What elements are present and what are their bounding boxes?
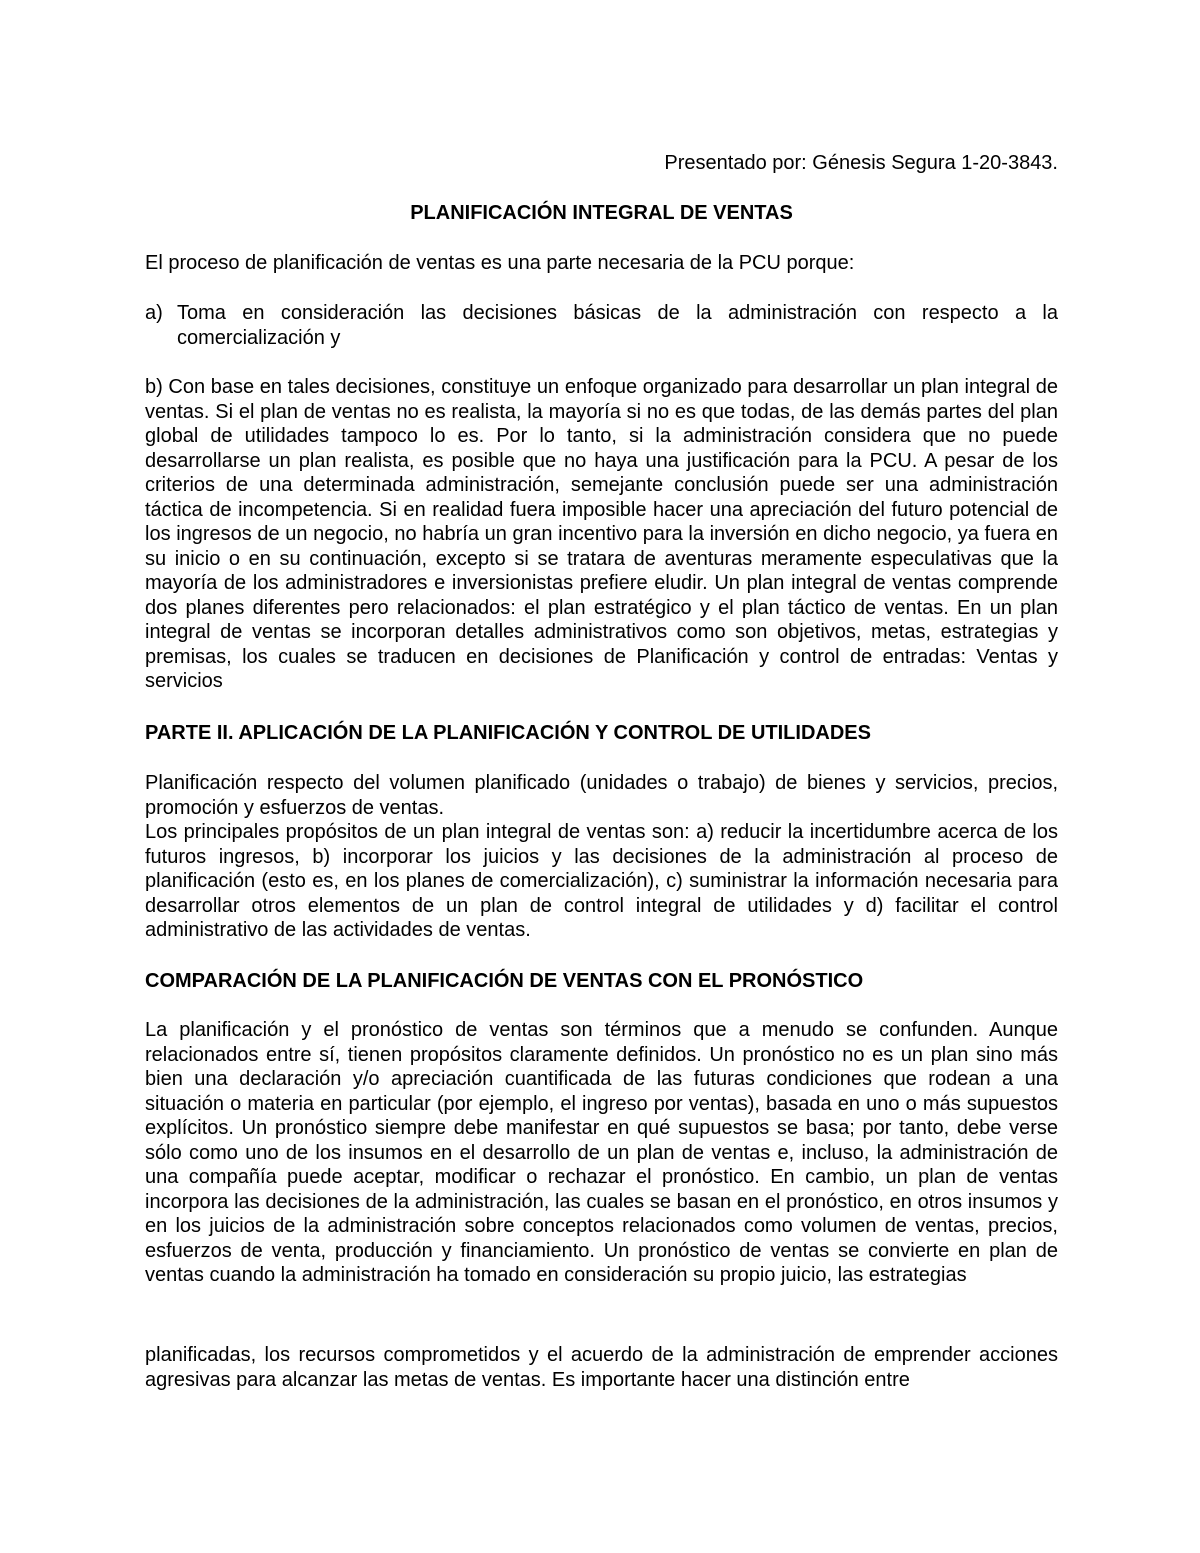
paragraph-final: planificadas, los recursos comprometidos y el acuerdo de la administración de emprender acciones agresivas para alcanzar las metas de ventas. Es importante hacer una distinción entre xyxy=(145,1344,1058,1391)
paragraph-planificacion: Planificación respecto del volumen planificado (unidades o trabajo) de bienes y servicios, precios, promoción y esfuerzos de ventas. xyxy=(145,772,1058,819)
section-heading-comparacion: COMPARACIÓN DE LA PLANIFICACIÓN DE VENTAS CON EL PRONÓSTICO xyxy=(145,970,864,992)
paragraph-propositos: Los principales propósitos de un plan integral de ventas son: a) reducir la incertidumbre acerca de los futuros ingresos, b) incorporar los juicios y las decisiones de la administración al proceso de planificación (esto es, en los planes de comercialización), c) suministrar la información necesaria para desarrollar otros elementos de un plan de control integral de utilidades y d) facilitar el control administrativo de las actividades de ventas. xyxy=(145,821,1058,941)
paragraph-comparacion: La planificación y el pronóstico de ventas son términos que a menudo se confunden. Aunque relacionados entre sí, tienen propósitos claramente definidos. Un pronóstico no es un plan sino más bien una declaración y/o apreciación cuantificada de las futuras condiciones que rodean a una situación o materia en particular (por ejemplo, el ingreso por ventas), basada en uno o más supuestos explícitos. Un pronóstico siempre debe manifestar en qué supuestos se basa; por tanto, debe verse sólo como uno de los insumos en el desarrollo de un plan de ventas e, incluso, la administración de una compañía puede aceptar, modificar o rechazar el pronóstico. En cambio, un plan de ventas incorpora las decisiones de la administración, las cuales se basan en el pronóstico, en otros insumos y en los juicios de la administración sobre conceptos relacionados como volumen de ventas, precios, esfuerzos de venta, producción y financiamiento. Un pronóstico de ventas se convierte en plan de ventas cuando la administración ha tomado en consideración su propio juicio, las estrategias xyxy=(145,1019,1058,1286)
paragraph-b: b) Con base en tales decisiones, constituye un enfoque organizado para desarrollar un plan integral de ventas. Si el plan de ventas no es realista, la mayoría si no es que todas, de las demás partes del plan global de utilidades tampoco lo es. Por lo tanto, si la administración considera que no puede desarrollarse un plan realista, es posible que no haya una justificación para la PCU. A pesar de los criterios de una determinada administración, semejante conclusión puede ser una administración táctica de incompetencia. Si en realidad fuera imposible hacer una apreciación del futuro potencial de los ingresos de un negocio, no habría un gran incentivo para la inversión en dicho negocio, ya fuera en su inicio o en su continuación, excepto si se tratara de aventuras meramente especulativas que la mayoría de los administradores e inversionistas prefiere eludir. Un plan integral de ventas comprende dos planes diferentes pero relacionados: el plan estratégico y el plan táctico de ventas. En un plan integral de ventas se incorporan detalles administrativos como son objetivos, metas, estrategias y premisas, los cuales se traducen en decisiones de Planificación y control de entradas: Ventas y servicios xyxy=(145,376,1058,692)
section-heading-parte-ii: PARTE II. APLICACIÓN DE LA PLANIFICACIÓN Y CONTROL DE UTILIDADES xyxy=(145,722,871,744)
document-title: PLANIFICACIÓN INTEGRAL DE VENTAS xyxy=(410,202,793,224)
list-marker: a) xyxy=(145,302,163,324)
list-item-a xyxy=(145,301,1058,350)
author-line: Presentado por: Génesis Segura 1-20-3843. xyxy=(664,152,1058,174)
intro-paragraph: El proceso de planificación de ventas es una parte necesaria de la PCU porque: xyxy=(145,252,855,274)
list-item-text: Toma en consideración las decisiones básicas de la administración con respecto a la comercialización y xyxy=(177,302,1058,349)
